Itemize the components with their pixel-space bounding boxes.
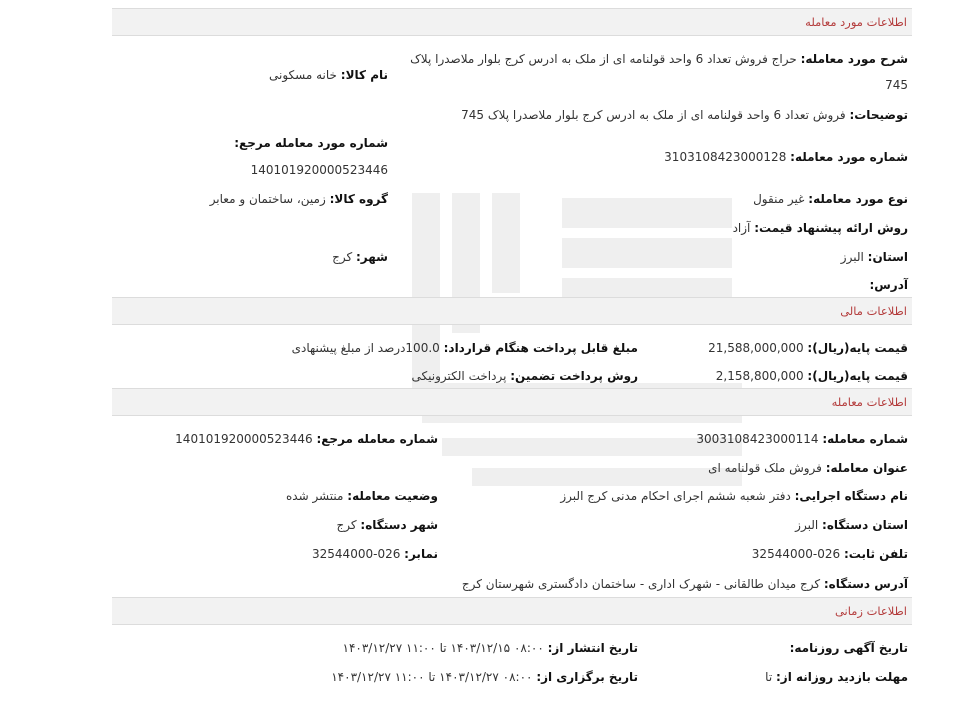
holding-date-range: تاریخ برگزاری از: ۰۸:۰۰ ۱۴۰۳/۱۲/۲۷ تا ۱۱:۰۰ ۱۴۰۳/۱۲/۲۷: [331, 670, 638, 684]
base-price-1: قیمت پایه(ریال): 21,588,000,000: [708, 341, 908, 355]
province: استان: البرز: [840, 250, 908, 264]
ref-deal-number-label: شماره مورد معامله مرجع:: [234, 136, 388, 150]
transaction-ref-number: شماره معامله مرجع: 14010192000052344​6: [175, 432, 438, 446]
city: شهر: کرج: [332, 250, 388, 264]
transaction-title: عنوان معامله: فروش ملک قولنامه ای: [708, 461, 908, 475]
price-offer-method: روش ارائه پیشنهاد قیمت: آزاد: [732, 221, 908, 235]
goods-name: نام کالا: خانه مسکونی: [269, 68, 388, 82]
section-deal-info-header: [112, 8, 912, 36]
section-transaction-header: [112, 388, 912, 416]
deal-notes: توضیحات: فروش تعداد 6 واحد قولنامه ای از ملک به ادرس کرج بلوار ملاصدرا پلاک 745: [461, 108, 908, 122]
transaction-status: وضعیت معامله: منتشر شده: [285, 489, 438, 503]
ref-deal-number-value: 14010192000052344​6: [250, 163, 388, 177]
organization-city: شهر دستگاه: کرج: [336, 518, 438, 532]
deal-description: شرح مورد معامله: حراج فروش تعداد 6 واحد قولنامه ای از ملک به ادرس کرج بلوار ملاصدرا پلاک: [410, 52, 908, 66]
guarantee-method: روش پرداخت تضمین: پرداخت الکترونیکی: [411, 369, 638, 383]
section-title: اطلاعات زمانی: [834, 604, 907, 618]
deal-type: نوع مورد معامله: غیر منقول: [753, 192, 908, 206]
base-price-2: قیمت پایه(ریال): 2,158,800,000: [715, 369, 908, 383]
section-title: اطلاعات مالی: [840, 304, 907, 318]
phone: تلفن ثابت: 026-32544000: [751, 547, 908, 561]
deal-number: شماره مورد معامله: 3103108423000128: [664, 150, 908, 164]
organization-address: آدرس دستگاه: کرج میدان طالقانی - شهرک اداری - ساختمان دادگستری شهرستان کرج: [461, 577, 908, 591]
payable-amount: مبلغ قابل پرداخت هنگام قرارداد: 100.0درصد از مبلغ پیشنهادی: [291, 341, 638, 355]
section-financial-header: [112, 297, 912, 325]
publish-date-range: تاریخ انتشار از: ۰۸:۰۰ ۱۴۰۳/۱۲/۱۵ تا ۱۱:۰۰ ۱۴۰۳/۱۲/۲۷: [342, 641, 638, 655]
section-time-header: [112, 597, 912, 625]
goods-group: گروه کالا: زمین، ساختمان و معابر: [209, 192, 388, 206]
deal-details-panel: [112, 8, 912, 698]
fax: نمابر: 026-32544000: [312, 547, 438, 561]
section-title: اطلاعات مورد معامله: [805, 15, 907, 29]
deal-description-cont: 745: [885, 78, 908, 92]
address: آدرس:: [869, 278, 908, 292]
daily-visit-deadline: مهلت بازدید روزانه از: تا: [765, 670, 908, 684]
transaction-number: شماره معامله: 3003108423000114: [696, 432, 908, 446]
newspaper-ad-date: تاریخ آگهی روزنامه:: [789, 641, 908, 655]
executive-organization: نام دستگاه اجرایی: دفتر شعبه ششم اجرای احکام مدنی کرج البرز: [560, 489, 908, 503]
section-title: اطلاعات معامله: [831, 395, 907, 409]
organization-province: استان دستگاه: البرز: [795, 518, 908, 532]
